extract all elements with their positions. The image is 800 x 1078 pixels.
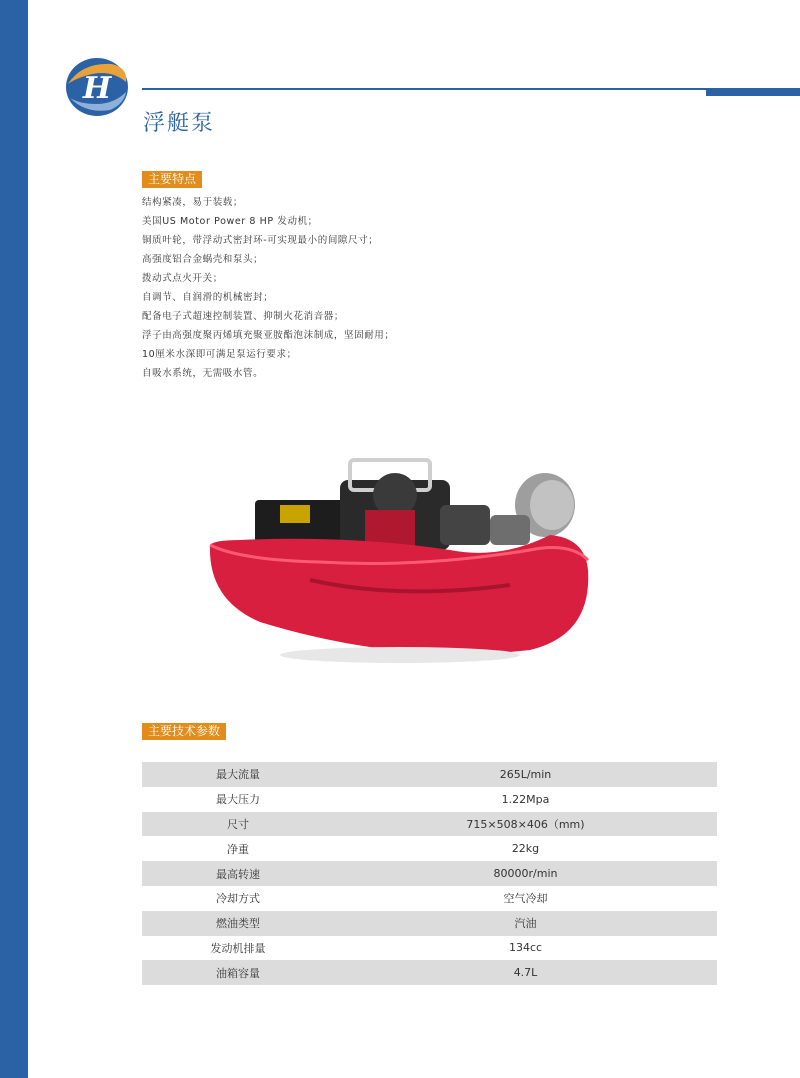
spec-value: 汽油 (334, 911, 717, 936)
floating-pump-image (200, 450, 600, 665)
spec-value: 1.22Mpa (501, 792, 550, 806)
company-logo-icon (62, 54, 132, 120)
spec-name: 发动机排量 (210, 941, 266, 955)
table-row (142, 787, 717, 812)
spec-name: 尺寸 (142, 812, 334, 837)
feature-item: 美国US Motor Power 8 HP 发动机； (142, 216, 318, 227)
spec-name: 油箱容量 (142, 960, 334, 985)
table-row (142, 936, 717, 961)
specs-heading: 主要技术参数 (142, 723, 226, 740)
spec-name: 冷却方式 (216, 892, 260, 906)
spec-value: 4.7L (334, 960, 717, 985)
table-row (142, 960, 717, 985)
left-brand-bar (0, 0, 28, 1078)
table-row (142, 861, 717, 886)
table-row (142, 886, 717, 911)
spec-name: 最大流量 (142, 762, 334, 787)
spec-name: 最大压力 (216, 793, 260, 807)
feature-list (142, 193, 742, 383)
header-rule-accent (706, 90, 800, 96)
table-row (142, 836, 717, 861)
table-row (142, 762, 717, 787)
spec-name: 燃油类型 (142, 911, 334, 936)
header-rule (142, 88, 800, 90)
spec-name: 最高转速 (142, 861, 334, 886)
feature-item: 10厘米水深即可满足泵运行要求； (142, 349, 297, 360)
feature-item: 铜质叶轮，带浮动式密封环-可实现最小的间隙尺寸； (142, 235, 379, 246)
spec-value: 715×508×406（mm) (334, 812, 717, 837)
spec-value: 265L/min (334, 762, 717, 787)
feature-item: 配备电子式超速控制装置、抑制火花消音器； (142, 311, 345, 322)
table-row (142, 911, 717, 936)
feature-item: 浮子由高强度聚丙烯填充聚亚胺酯泡沫制成，坚固耐用； (142, 330, 395, 341)
feature-item: 高强度铝合金蜗壳和泵头； (142, 254, 264, 265)
page-title: 浮艇泵 (143, 111, 216, 136)
spec-name: 净重 (227, 842, 249, 856)
spec-value: 22kg (511, 842, 540, 856)
feature-item: 自吸水系统，无需吸水管。 (142, 368, 264, 379)
spec-value: 134cc (508, 941, 543, 955)
svg-text:H: H (82, 71, 112, 106)
table-row (142, 812, 717, 837)
spec-value: 空气冷却 (503, 892, 548, 906)
spec-table (142, 762, 717, 985)
features-heading: 主要特点 (142, 171, 202, 188)
spec-value: 80000r/min (334, 861, 717, 886)
feature-item: 拨动式点火开关； (142, 273, 223, 284)
feature-item: 自调节、自润滑的机械密封； (142, 292, 274, 303)
feature-item: 结构紧凑，易于装载； (142, 197, 244, 208)
